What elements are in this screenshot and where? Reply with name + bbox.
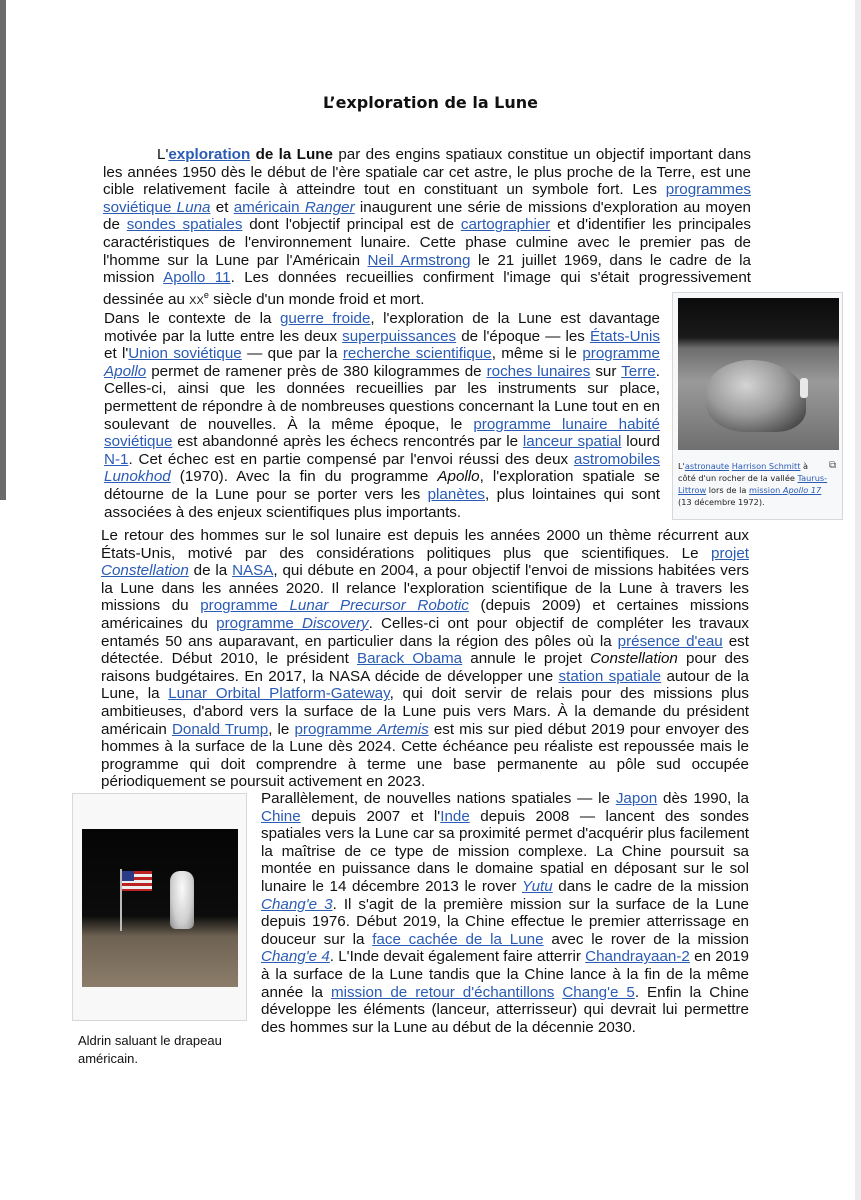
caption-link-harrison-schmitt[interactable]: Harrison Schmitt <box>731 461 801 471</box>
link-face-cachee[interactable]: face cachée de la Lune <box>372 930 544 948</box>
link-lunar-gateway[interactable]: Lunar Orbital Platform-Gateway <box>168 685 390 703</box>
caption-link-mission[interactable]: mission <box>749 485 783 495</box>
link-apollo[interactable]: Apollo <box>104 362 147 380</box>
link-yutu[interactable]: Yutu <box>522 877 553 895</box>
caption-link-astronaute[interactable]: astronaute <box>684 461 730 471</box>
link-neil-armstrong[interactable]: Neil Armstrong <box>367 251 471 269</box>
link-projet[interactable]: projet <box>711 544 749 562</box>
link-change-3[interactable]: Chang'e 3 <box>261 895 333 913</box>
link-programme-apollo[interactable]: programme <box>582 345 660 363</box>
link-lanceur-spatial[interactable]: lanceur spatial <box>522 433 622 451</box>
link-change-4[interactable]: Chang'e 4 <box>261 948 330 966</box>
link-programme-artemis[interactable]: programme <box>294 720 378 738</box>
link-programmes-sovietique[interactable]: programmes soviétique <box>103 181 751 216</box>
page-title: L’exploration de la Lune <box>322 93 539 112</box>
figure-caption-aldrin: Aldrin saluant le drapeau américain. <box>78 1033 222 1066</box>
link-lunokhod[interactable]: Lunokhod <box>104 468 171 486</box>
paragraph-intro: L'exploration de la Lune par des engins spatiaux constitue un objectif important dans les années 1950 dès le début de l'ère spatiale car cet astre, le plus proche de la Terre, est une cible relativement facile à atteindre tout en constituant un symbole fort. Les programmes soviétique Luna et américain Ranger inaugurent une série de missions d'exploration au moyen de sondes spatiales dont l'objectif principal est de cartographier et d'identifier les principales caractéristiques de l'environnement lunaire. Cette phase culmine avec le premier pas de l'homme sur la Lune par l'Américain Neil Armstrong le 21 juillet 1969, dans le cadre de la mission Apollo 11. Les données recueillies confirment l'image qui s'était progressivement dessinée au XXe siècle d'un monde froid et mort. <box>103 146 752 308</box>
link-superpuissances[interactable]: superpuissances <box>342 327 457 345</box>
paragraph-new-nations: Parallèlement, de nouvelles nations spatiales — le Japon dès 1990, la Chine depuis 2007 et l'Inde depuis 2008 — lancent des sondes spatiales vers la Lune car sa proximité permet d'acquérir plus facilement la maîtrise de ce type de mission complexe. La Chine poursuit sa montée en puissance dans le domaine spatial en déposant sur le sol lunaire le 14 décembre 2013 le rover Yutu dans le cadre de la mission Chang'e 3. Il s'agit de la première mission sur la surface de la Lune depuis 1976. Début 2019, la Chine effectue le premier atterrissage en douceur sur la face cachée de la Lune avec le rover de la mission Chang'e 4. L'Inde devait également faire atterrir Chandrayaan-2 en 2019 à la surface de la Lune tandis que la Chine lance à la fin de la même année la mission de retour d'échantillons Chang'e 5. Enfin la Chine développe les éléments (lanceur, atterrisseur) qui devrait lui permettre des hommes sur la Lune au début de la décennie 2030. <box>261 790 750 1036</box>
link-programme-lpr[interactable]: programme <box>200 597 290 615</box>
link-cartographier[interactable]: cartographier <box>460 216 551 234</box>
figure-schmitt-boulder <box>672 292 843 520</box>
astronaut-figure <box>170 871 194 929</box>
figure-aldrin-flag <box>72 793 247 1021</box>
caption-link-apollo-17[interactable]: Apollo 17 <box>782 485 822 495</box>
link-barack-obama[interactable]: Barack Obama <box>356 650 463 668</box>
link-chandrayaan-2[interactable]: Chandrayaan-2 <box>585 948 690 966</box>
link-presence-eau[interactable]: présence d'eau <box>617 632 723 650</box>
caption-link-taurus-littrow[interactable]: Taurus-Littrow <box>678 473 828 495</box>
link-apollo-11[interactable]: Apollo 11 <box>163 269 231 287</box>
link-artemis[interactable]: Artemis <box>377 720 429 738</box>
figure-caption: L'astronaute Harrison Schmitt à côté d'un rocher de la vallée Taurus-Littrow lors de la mission Apollo 17 (13 décembre 1972). <box>678 461 828 507</box>
link-constellation[interactable]: Constellation <box>101 562 189 580</box>
link-recherche-scientifique[interactable]: recherche scientifique <box>342 345 492 363</box>
link-sondes-spatiales[interactable]: sondes spatiales <box>126 216 243 234</box>
link-astromobiles[interactable]: astromobiles <box>573 450 660 468</box>
link-guerre-froide[interactable]: guerre froide <box>279 310 371 327</box>
link-nasa[interactable]: NASA <box>232 562 274 580</box>
link-ranger[interactable]: Ranger <box>304 198 355 216</box>
link-planetes[interactable]: planètes <box>427 485 486 503</box>
link-chine[interactable]: Chine <box>261 807 301 825</box>
link-programme-discovery[interactable]: programme <box>216 614 302 632</box>
link-luna[interactable]: Luna <box>176 198 211 216</box>
astronaut-figure <box>800 378 808 398</box>
expand-icon[interactable]: ⧉ <box>829 460 837 471</box>
link-discovery[interactable]: Discovery <box>301 614 369 632</box>
link-mission-retour[interactable]: mission de retour d'échantillons <box>330 983 555 1001</box>
link-n1[interactable]: N-1 <box>104 450 129 468</box>
photo-lunar-boulder[interactable] <box>678 298 839 450</box>
link-donald-trump[interactable]: Donald Trump <box>171 720 269 738</box>
link-programme-lunaire-sovietique[interactable]: programme lunaire habité soviétique <box>104 415 661 451</box>
photo-aldrin-flag[interactable] <box>82 829 238 987</box>
link-exploration[interactable]: exploration <box>168 146 251 163</box>
link-japon[interactable]: Japon <box>615 790 658 807</box>
us-flag <box>122 871 152 891</box>
page-edge-right <box>855 0 861 1200</box>
link-etats-unis[interactable]: États-Unis <box>589 327 660 345</box>
link-union-sovietique[interactable]: Union soviétique <box>128 345 242 363</box>
boulder-shape <box>706 360 806 432</box>
link-change-5[interactable]: Chang'e 5 <box>562 983 635 1001</box>
link-terre[interactable]: Terre <box>621 362 656 380</box>
link-station-spatiale[interactable]: station spatiale <box>558 667 662 685</box>
paragraph-cold-war: Dans le contexte de la guerre froide, l'exploration de la Lune est davantage motivée par la lutte entre les deux superpuissances de l'époque — les États-Unis et l'Union soviétique — que par la recherche scientifique, même si le programme Apollo permet de ramener près de 380 kilogrammes de roches lunaires sur Terre. Celles-ci, ainsi que les données recueillies par les instruments sur place, permettent de répondre à de nombreuses questions concernant la Lune tout en en soulevant de nouvelles. À la même époque, le programme lunaire habité soviétique est abandonné après les échecs rencontrés par le lanceur spatial lourd N-1. Cet échec est en partie compensé par l'envoi réussi des deux astromobiles Lunokhod (1970). Avec la fin du programme Apollo, l'exploration spatiale se détourne de la Lune pour se porter vers les planètes, plus lointaines qui sont associées à des enjeux scientifiques plus importants. <box>104 310 661 521</box>
link-inde[interactable]: Inde <box>440 807 470 825</box>
link-roches-lunaires[interactable]: roches lunaires <box>486 362 591 380</box>
link-americain[interactable]: américain <box>233 198 305 216</box>
paragraph-return: Le retour des hommes sur le sol lunaire est depuis les années 2000 un thème récurrent aux États-Unis, motivé par des considérations politiques plus que scientifiques. Le projet Constellation de la NASA, qui débute en 2004, a pour objectif l'envoi de missions habitées vers la Lune dans les années 2020. Il relance l'exploration scientifique de la Lune à travers les missions du programme Lunar Precursor Robotic (depuis 2009) et certaines missions américaines du programme Discovery. Celles-ci ont pour objectif de compléter les travaux entamés 50 ans auparavant, en particulier dans la région des pôles où la présence d'eau est détectée. Début 2010, le président Barack Obama annule le projet Constellation pour des raisons budgétaires. En 2017, la NASA décide de développer une station spatiale autour de la Lune, la Lunar Orbital Platform-Gateway, qui doit servir de relais pour des missions plus ambitieuses, d'abord vers la surface de la Lune puis vers Mars. À la demande du président américain Donald Trump, le programme Artemis est mis sur pied début 2019 pour envoyer des hommes à la surface de la Lune dès 2024. Cette échéance peu réaliste est repoussée mais le programme qui doit comprendre à terme une base permanente au pôle sud occupée périodiquement se poursuit activement en 2023. <box>101 527 750 791</box>
link-lunar-precursor-robotic[interactable]: Lunar Precursor Robotic <box>289 597 469 615</box>
page-edge-shadow <box>0 0 6 500</box>
